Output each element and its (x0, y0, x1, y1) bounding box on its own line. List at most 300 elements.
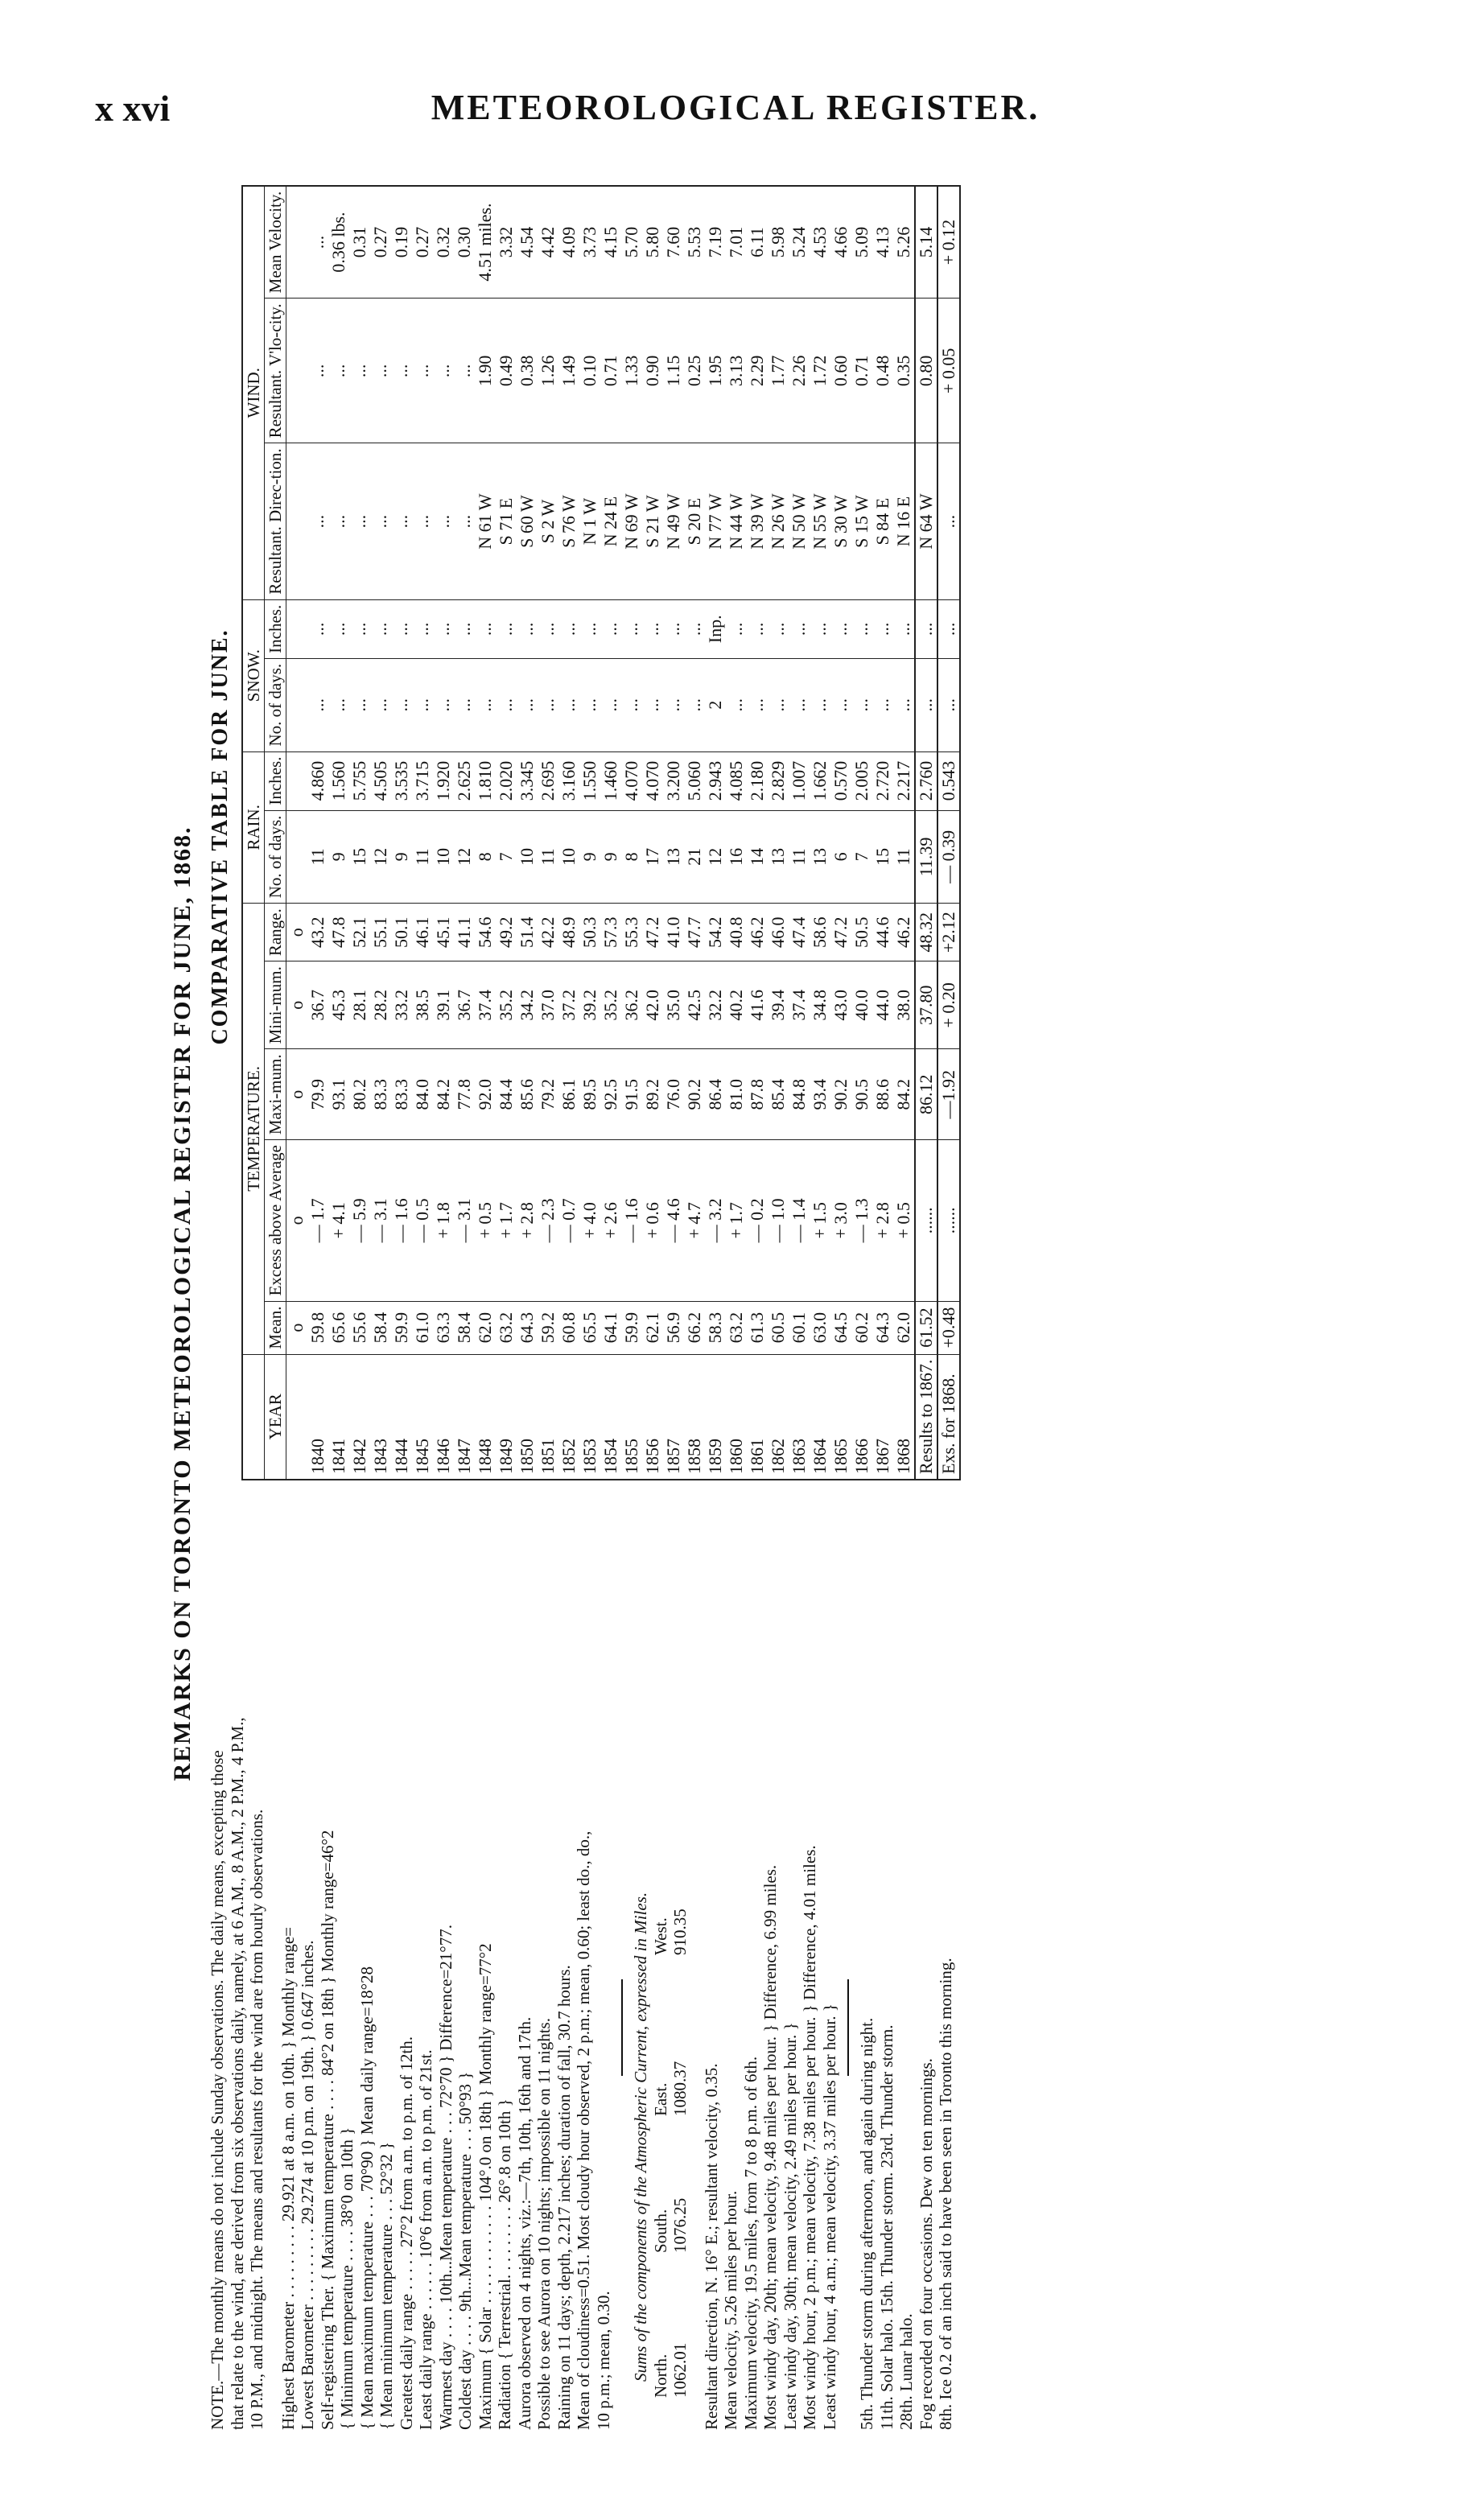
year-cell: 1847 (454, 1354, 475, 1480)
table-cell: ... (517, 599, 538, 658)
year-cell: 1857 (663, 1354, 684, 1480)
table-cell: 8 (475, 810, 496, 904)
year-cell: 1844 (391, 1354, 412, 1480)
year-cell: 1855 (621, 1354, 642, 1480)
note-line: NOTE.—The monthly means do not include Sunday observations. The daily means, excepting those (208, 1750, 227, 2430)
table-cell: 5.70 (621, 186, 642, 299)
table-cell: 1.460 (600, 751, 621, 810)
excess-cell: ... (937, 658, 960, 751)
excess-cell: + 0.20 (937, 961, 960, 1049)
table-cell: 14 (747, 810, 768, 904)
unit-cell: o (286, 961, 308, 1049)
table-cell: ... (621, 658, 642, 751)
table-cell: 55.6 (349, 1301, 370, 1354)
table-cell: 13 (810, 810, 830, 904)
table-cell: — 1.4 (789, 1140, 810, 1301)
table-cell: 80.2 (349, 1049, 370, 1140)
table-cell: ... (328, 599, 349, 658)
table-cell: 2.020 (496, 751, 517, 810)
table-row (496, 186, 517, 1480)
table-cell: 17 (642, 810, 663, 904)
table-cell: ... (349, 599, 370, 658)
group-header-temperature: TEMPERATURE. (242, 904, 265, 1354)
table-cell: ... (391, 599, 412, 658)
table-cell: 8 (621, 810, 642, 904)
table-cell: 1.33 (621, 299, 642, 443)
excess-cell: + 0.05 (937, 299, 960, 443)
table-cell: ... (810, 658, 830, 751)
table-cell: 84.4 (496, 1049, 517, 1140)
table-cell: 11 (789, 810, 810, 904)
table-cell: 52.1 (349, 904, 370, 961)
table-cell: 40.2 (726, 961, 747, 1049)
year-cell: 1865 (830, 1354, 851, 1480)
table-cell: — 3.1 (370, 1140, 391, 1301)
results-cell: N 64 W (915, 443, 937, 599)
table-cell: 84.0 (412, 1049, 433, 1140)
table-cell: ... (747, 599, 768, 658)
table-cell: 3.715 (412, 751, 433, 810)
table-cell: + 2.8 (872, 1140, 893, 1301)
observation-line: Least daily range . . . . . . 10°6 from a.m. to p.m. of 21st. (416, 2049, 435, 2430)
observation-line: Self-registering Ther. { Maximum temperature . . . . 84°2 on 18th } Monthly range=46°2 (317, 1830, 337, 2430)
wind-line: Mean velocity, 5.26 miles per hour. (721, 2190, 740, 2430)
table-cell: ... (370, 658, 391, 751)
table-cell: ... (579, 599, 600, 658)
table-cell: 55.1 (370, 904, 391, 961)
table-cell: 36.7 (307, 961, 328, 1049)
table-cell: 5.755 (349, 751, 370, 810)
table-cell: 81.0 (726, 1049, 747, 1140)
table-cell: 35.2 (600, 961, 621, 1049)
table-cell: — 4.6 (663, 1140, 684, 1301)
table-cell: 90.5 (851, 1049, 872, 1140)
table-row (768, 186, 789, 1480)
table-cell: 7.60 (663, 186, 684, 299)
table-cell: + 4.0 (579, 1140, 600, 1301)
table-cell: ... (391, 299, 412, 443)
table-cell: ... (789, 658, 810, 751)
column-header: No. of days. (265, 810, 286, 904)
table-cell: S 76 W (558, 443, 579, 599)
table-cell: ... (496, 658, 517, 751)
table-cell: 90.2 (684, 1049, 705, 1140)
table-cell: ... (328, 658, 349, 751)
table-cell: 1.95 (705, 299, 726, 443)
table-cell: N 26 W (768, 443, 789, 599)
remarks-title: REMARKS ON TORONTO METEOROLOGICAL REGISTER FOR JUNE, 1868. (169, 826, 196, 1781)
component-header: South. (650, 2209, 670, 2253)
table-cell: 40.0 (851, 961, 872, 1049)
table-cell: ... (768, 658, 789, 751)
table-cell: 45.3 (328, 961, 349, 1049)
year-cell: 1861 (747, 1354, 768, 1480)
table-cell: 28.1 (349, 961, 370, 1049)
table-cell: ... (433, 443, 454, 599)
table-cell: 83.3 (370, 1049, 391, 1140)
excess-cell: Exs. for 1868. (937, 1354, 960, 1480)
results-cell: 11.39 (915, 810, 937, 904)
table-cell: 33.2 (391, 961, 412, 1049)
table-cell: 1.920 (433, 751, 454, 810)
table-cell: ... (851, 658, 872, 751)
table-cell: 93.1 (328, 1049, 349, 1140)
wind-line: Maximum velocity, 19.5 miles, from 7 to 8 p.m. of 6th. (740, 2056, 760, 2430)
table-cell: ... (684, 658, 705, 751)
column-header: Inches. (265, 599, 286, 658)
table-cell: 2.26 (789, 299, 810, 443)
year-cell: 1846 (433, 1354, 454, 1480)
table-cell: ... (579, 658, 600, 751)
table-cell: 1.15 (663, 299, 684, 443)
table-cell: 7.19 (705, 186, 726, 299)
table-cell: 0.38 (517, 299, 538, 443)
table-cell: 7 (851, 810, 872, 904)
table-cell: 64.5 (830, 1301, 851, 1354)
results-row (915, 186, 937, 1480)
event-line: 5th. Thunder storm during afternoon, and again during night. (857, 2017, 876, 2430)
component-header: West. (650, 1917, 670, 1955)
table-row (579, 186, 600, 1480)
table-cell: 42.0 (642, 961, 663, 1049)
year-cell: 1843 (370, 1354, 391, 1480)
table-cell: 46.2 (747, 904, 768, 961)
table-cell: 15 (872, 810, 893, 904)
unit-cell: o (286, 1301, 308, 1354)
table-cell: N 24 E (600, 443, 621, 599)
observation-line: Warmest day . . . . 10th...Mean temperature . . . 72°70 } Difference=21°77. (435, 1925, 455, 2430)
table-cell: ... (830, 599, 851, 658)
column-header: Mean. (265, 1301, 286, 1354)
table-cell: 0.60 (830, 299, 851, 443)
excess-cell: — 0.39 (937, 810, 960, 904)
table-cell: 47.2 (642, 904, 663, 961)
group-header-wind: WIND. (242, 186, 265, 600)
table-cell: 1.49 (558, 299, 579, 443)
table-cell: + 0.5 (475, 1140, 496, 1301)
table-cell: 47.7 (684, 904, 705, 961)
table-cell: ... (642, 658, 663, 751)
table-cell: ... (328, 299, 349, 443)
observation-line: Mean of cloudiness=0.51. Most cloudy hour observed, 2 p.m.; mean, 0.60; least do., do., (574, 1830, 593, 2430)
component-value: 1076.25 (670, 2197, 690, 2253)
table-cell: — 0.5 (412, 1140, 433, 1301)
table-row (370, 186, 391, 1480)
table-row (307, 186, 328, 1480)
table-cell: ... (538, 599, 558, 658)
column-header: YEAR (265, 1354, 286, 1480)
table-cell: + 1.7 (726, 1140, 747, 1301)
table-cell: 84.8 (789, 1049, 810, 1140)
table-cell: + 1.5 (810, 1140, 830, 1301)
table-cell: — 5.9 (349, 1140, 370, 1301)
table-cell: 89.2 (642, 1049, 663, 1140)
table-cell: 3.535 (391, 751, 412, 810)
table-cell: 42.5 (684, 961, 705, 1049)
year-cell: 1860 (726, 1354, 747, 1480)
wind-line: Least windy hour, 4 a.m.; mean velocity, 3.37 miles per hour. } (819, 2003, 839, 2430)
table-cell: 84.2 (893, 1049, 915, 1140)
table-cell: 64.3 (872, 1301, 893, 1354)
table-cell: 21 (684, 810, 705, 904)
table-header-row (265, 186, 286, 1480)
component-value: 1080.37 (670, 2061, 690, 2116)
table-cell: ... (328, 443, 349, 599)
table-cell: 1.560 (328, 751, 349, 810)
event-line: 11th. Solar halo. 15th. Thunder storm. 23rd. Thunder storm. (876, 2024, 896, 2430)
table-cell: 4.860 (307, 751, 328, 810)
table-cell: S 20 E (684, 443, 705, 599)
table-cell: 4.51 miles. (475, 186, 496, 299)
section-divider (621, 1979, 623, 2076)
table-cell: 3.32 (496, 186, 517, 299)
unit-cell (286, 658, 308, 751)
results-cell: 48.32 (915, 904, 937, 961)
table-cell: ... (747, 658, 768, 751)
table-cell: 57.3 (600, 904, 621, 961)
component-header: East. (650, 2082, 670, 2116)
table-row (663, 186, 684, 1480)
page-number: x xvi (95, 88, 171, 129)
table-row (705, 186, 726, 1480)
results-cell: ... (915, 658, 937, 751)
table-cell: ... (412, 658, 433, 751)
table-cell: 60.2 (851, 1301, 872, 1354)
table-cell: 2.720 (872, 751, 893, 810)
year-cell: 1840 (307, 1354, 328, 1480)
table-cell: 45.1 (433, 904, 454, 961)
table-cell: ... (307, 186, 328, 299)
table-cell: 62.1 (642, 1301, 663, 1354)
table-cell: 39.1 (433, 961, 454, 1049)
year-cell: 1858 (684, 1354, 705, 1480)
table-cell: + 4.7 (684, 1140, 705, 1301)
table-cell: ... (433, 299, 454, 443)
results-cell: 86.12 (915, 1049, 937, 1140)
table-row (789, 186, 810, 1480)
table-cell: ... (517, 658, 538, 751)
group-header-rain: RAIN. (242, 751, 265, 904)
unit-cell: o (286, 904, 308, 961)
component-value: 1062.01 (670, 2342, 690, 2398)
event-line: 8th. Ice 0.2 of an inch said to have been seen in Toronto this morning. (936, 1958, 955, 2430)
year-cell: 1859 (705, 1354, 726, 1480)
table-cell: ... (872, 599, 893, 658)
table-cell: 47.4 (789, 904, 810, 961)
results-cell: 5.14 (915, 186, 937, 299)
table-row (747, 186, 768, 1480)
table-cell: 2.943 (705, 751, 726, 810)
table-row (558, 186, 579, 1480)
year-cell: 1856 (642, 1354, 663, 1480)
excess-cell: +0.48 (937, 1301, 960, 1354)
table-cell: 47.2 (830, 904, 851, 961)
table-row (454, 186, 475, 1480)
table-cell: 2.625 (454, 751, 475, 810)
table-row (517, 186, 538, 1480)
table-row (810, 186, 830, 1480)
table-cell: ... (412, 443, 433, 599)
unit-cell (286, 299, 308, 443)
table-cell: 1.550 (579, 751, 600, 810)
table-cell: 59.8 (307, 1301, 328, 1354)
year-cell: 1863 (789, 1354, 810, 1480)
table-cell: 90.2 (830, 1049, 851, 1140)
table-cell: 49.2 (496, 904, 517, 961)
table-cell: 86.1 (558, 1049, 579, 1140)
column-header: Inches. (265, 751, 286, 810)
table-cell: 11 (538, 810, 558, 904)
table-cell: 12 (454, 810, 475, 904)
table-cell: ... (558, 599, 579, 658)
table-cell: 44.0 (872, 961, 893, 1049)
note-line: 10 P.M., and midnight. The means and resultants for the wind are from hourly observations. (247, 1809, 266, 2430)
year-cell: 1842 (349, 1354, 370, 1480)
table-cell: 41.0 (663, 904, 684, 961)
table-cell: 44.6 (872, 904, 893, 961)
table-cell: 40.8 (726, 904, 747, 961)
observation-line: { Mean maximum temperature . . . 70°90 } Mean daily range=18°28 (356, 1966, 377, 2430)
table-cell: 63.3 (433, 1301, 454, 1354)
table-cell: ... (600, 599, 621, 658)
table-cell: 5.80 (642, 186, 663, 299)
table-cell: ... (893, 599, 915, 658)
table-cell: ... (454, 299, 475, 443)
table-cell: + 4.1 (328, 1140, 349, 1301)
results-cell: 2.760 (915, 751, 937, 810)
table-cell: 7 (496, 810, 517, 904)
table-cell: 5.98 (768, 186, 789, 299)
table-cell: 2.829 (768, 751, 789, 810)
table-row (600, 186, 621, 1480)
table-cell: 1.007 (789, 751, 810, 810)
table-cell: 7.01 (726, 186, 747, 299)
excess-cell: —1.92 (937, 1049, 960, 1140)
table-row (433, 186, 454, 1480)
year-cell: 1854 (600, 1354, 621, 1480)
table-cell: 93.4 (810, 1049, 830, 1140)
table-cell: 16 (726, 810, 747, 904)
table-cell: 0.25 (684, 299, 705, 443)
event-line: 28th. Lunar halo. (896, 2313, 916, 2430)
year-cell: 1849 (496, 1354, 517, 1480)
observation-line: Radiation { Terrestrial. . . . . . . . . 26°.8 on 10th } (495, 2098, 514, 2430)
table-cell: N 50 W (789, 443, 810, 599)
table-cell: ... (349, 658, 370, 751)
observation-line: Coldest day . . . . 9th...Mean temperature . . . 50°93 } (455, 2071, 475, 2430)
table-cell: 60.1 (789, 1301, 810, 1354)
table-cell: 36.2 (621, 961, 642, 1049)
table-cell: N 77 W (705, 443, 726, 599)
table-row (893, 186, 915, 1480)
table-cell: 5.26 (893, 186, 915, 299)
table-cell: 3.345 (517, 751, 538, 810)
table-cell: ... (307, 658, 328, 751)
table-cell: 63.2 (496, 1301, 517, 1354)
table-cell: 0.48 (872, 299, 893, 443)
table-cell: ... (810, 599, 830, 658)
column-header: No. of days. (265, 658, 286, 751)
column-header: Range. (265, 904, 286, 961)
table-cell: ... (726, 599, 747, 658)
table-cell: 0.27 (370, 186, 391, 299)
unit-cell (286, 599, 308, 658)
table-cell: 79.2 (538, 1049, 558, 1140)
table-cell: 4.66 (830, 186, 851, 299)
table-cell: 0.19 (391, 186, 412, 299)
table-row (391, 186, 412, 1480)
table-cell: — 3.1 (454, 1140, 475, 1301)
table-cell: — 2.3 (538, 1140, 558, 1301)
table-cell: ... (391, 658, 412, 751)
column-header: Resultant. V'lo-city. (265, 299, 286, 443)
rotated-page-content (169, 177, 1408, 2430)
table-cell: 5.24 (789, 186, 810, 299)
table-cell: + 3.0 (830, 1140, 851, 1301)
table-cell: 54.6 (475, 904, 496, 961)
excess-cell: +2.12 (937, 904, 960, 961)
table-cell: 85.4 (768, 1049, 789, 1140)
table-cell: 11 (412, 810, 433, 904)
table-cell: — 1.7 (307, 1140, 328, 1301)
table-cell: 6 (830, 810, 851, 904)
table-cell: 9 (600, 810, 621, 904)
table-cell: + 0.6 (642, 1140, 663, 1301)
table-group-header-row (242, 186, 265, 1480)
table-cell: ... (454, 443, 475, 599)
table-cell: 10 (517, 810, 538, 904)
table-cell: 4.070 (642, 751, 663, 810)
table-cell: ... (349, 443, 370, 599)
table-row (642, 186, 663, 1480)
table-cell: 9 (391, 810, 412, 904)
table-cell: 91.5 (621, 1049, 642, 1140)
table-cell: 51.4 (517, 904, 538, 961)
table-cell: 65.5 (579, 1301, 600, 1354)
running-title: METEOROLOGICAL REGISTER. (431, 88, 1040, 127)
table-cell: 1.72 (810, 299, 830, 443)
observation-line: Maximum { Solar . . . . . . . . . . . . 104°.0 on 18th } Monthly range=77°2 (475, 1943, 495, 2430)
comparative-table-section (208, 193, 961, 1480)
year-cell: 1868 (893, 1354, 915, 1480)
column-header: Mean Velocity. (265, 186, 286, 299)
table-cell: Inp. (705, 599, 726, 658)
table-cell: 76.0 (663, 1049, 684, 1140)
observation-line: Possible to see Aurora on 10 nights; impossible on 11 nights. (534, 2018, 554, 2430)
wind-line: Most windy day, 20th; mean velocity, 9.48 miles per hour. } Difference, 6.99 miles. (760, 1864, 780, 2430)
observation-line: { Minimum temperature . . . . 38°0 on 10th } (337, 2127, 356, 2430)
excess-cell: ... (937, 443, 960, 599)
table-cell: 5.53 (684, 186, 705, 299)
table-cell: ... (454, 599, 475, 658)
table-cell: 63.2 (726, 1301, 747, 1354)
table-cell: 28.2 (370, 961, 391, 1049)
table-cell: 43.2 (307, 904, 328, 961)
column-header: Excess above Average (265, 1140, 286, 1301)
table-cell: ... (391, 443, 412, 599)
table-cell: 59.9 (621, 1301, 642, 1354)
table-cell: 43.0 (830, 961, 851, 1049)
table-cell: — 1.3 (851, 1140, 872, 1301)
table-cell: ... (307, 443, 328, 599)
table-cell: ... (663, 658, 684, 751)
wind-line: Most windy hour, 2 p.m.; mean velocity, 7.38 miles per hour. } Difference, 4.01 miles. (800, 1845, 819, 2430)
table-cell: 1.90 (475, 299, 496, 443)
table-cell: 0.27 (412, 186, 433, 299)
table-cell: 60.5 (768, 1301, 789, 1354)
table-cell: 2.005 (851, 751, 872, 810)
table-cell: 41.6 (747, 961, 768, 1049)
